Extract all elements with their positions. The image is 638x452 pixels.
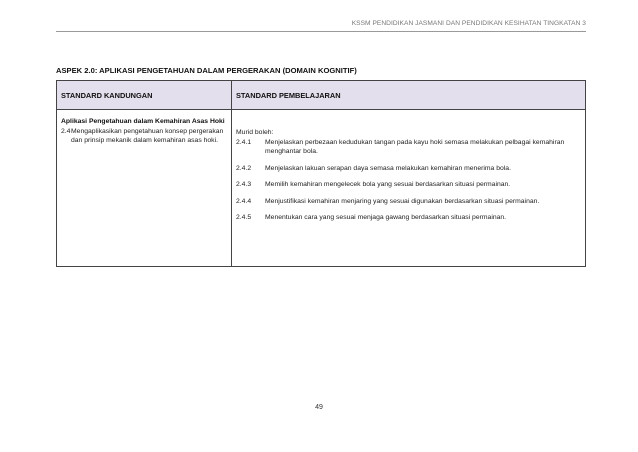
page-number: 49 — [315, 404, 323, 411]
table-header-row — [57, 81, 586, 110]
page-header: KSSM PENDIDIKAN JASMANI DAN PENDIDIKAN KESIHATAN TINGKATAN 3 — [351, 20, 586, 27]
standards-table — [56, 80, 586, 267]
pembelajaran-item-number: 2.4.5 — [236, 214, 252, 221]
pembelajaran-item-text: Menjustifikasi kemahiran menjaring yang sesuai digunakan berdasarkan situasi permainan. — [265, 197, 540, 205]
aspect-title: ASPEK 2.0: APLIKASI PENGETAHUAN DALAM PERGERAKAN (DOMAIN KOGNITIF) — [56, 66, 357, 75]
pembelajaran-intro: Murid boleh: — [236, 129, 274, 136]
pembelajaran-item-number: 2.4.3 — [236, 181, 252, 188]
pembelajaran-item-number: 2.4.2 — [236, 164, 252, 172]
pembelajaran-item-text: Menjelaskan lakuan serapan daya semasa melakukan kemahiran menerima bola. — [265, 164, 511, 172]
kandungan-item — [61, 127, 231, 146]
pembelajaran-item-number: 2.4.4 — [236, 197, 252, 205]
header-standard-pembelajaran: STANDARD PEMBELAJARAN — [232, 81, 586, 110]
standard-kandungan-cell — [57, 110, 232, 267]
table-row — [57, 110, 586, 267]
pembelajaran-item — [236, 197, 585, 207]
kandungan-title: Aplikasi Pengetahuan dalam Kemahiran Asas Hoki — [61, 118, 225, 125]
header-standard-kandungan: STANDARD KANDUNGAN — [57, 81, 232, 110]
pembelajaran-item — [236, 213, 585, 223]
pembelajaran-item-text: Menjelaskan perbezaan kedudukan tangan pada kayu hoki semasa melakukan pelbagai kemahiran menghantar bola. — [265, 138, 565, 155]
pembelajaran-item-text: Menentukan cara yang sesuai menjaga gawang berdasarkan situasi permainan. — [265, 214, 507, 221]
pembelajaran-item-text: Memilih kemahiran mengelecek bola yang sesuai berdasarkan situasi permainan. — [265, 181, 511, 188]
pembelajaran-item — [236, 164, 585, 174]
kandungan-item-number: 2.4 — [61, 127, 71, 135]
standard-pembelajaran-cell — [232, 110, 586, 267]
kandungan-item-text: Mengaplikasikan pengetahuan konsep pergerakan dan prinsip mekanik dalam kemahiran asas hoki. — [71, 127, 224, 144]
header-divider — [56, 31, 586, 32]
pembelajaran-item — [236, 180, 585, 190]
pembelajaran-item-number: 2.4.1 — [236, 138, 252, 146]
pembelajaran-item — [236, 138, 585, 157]
